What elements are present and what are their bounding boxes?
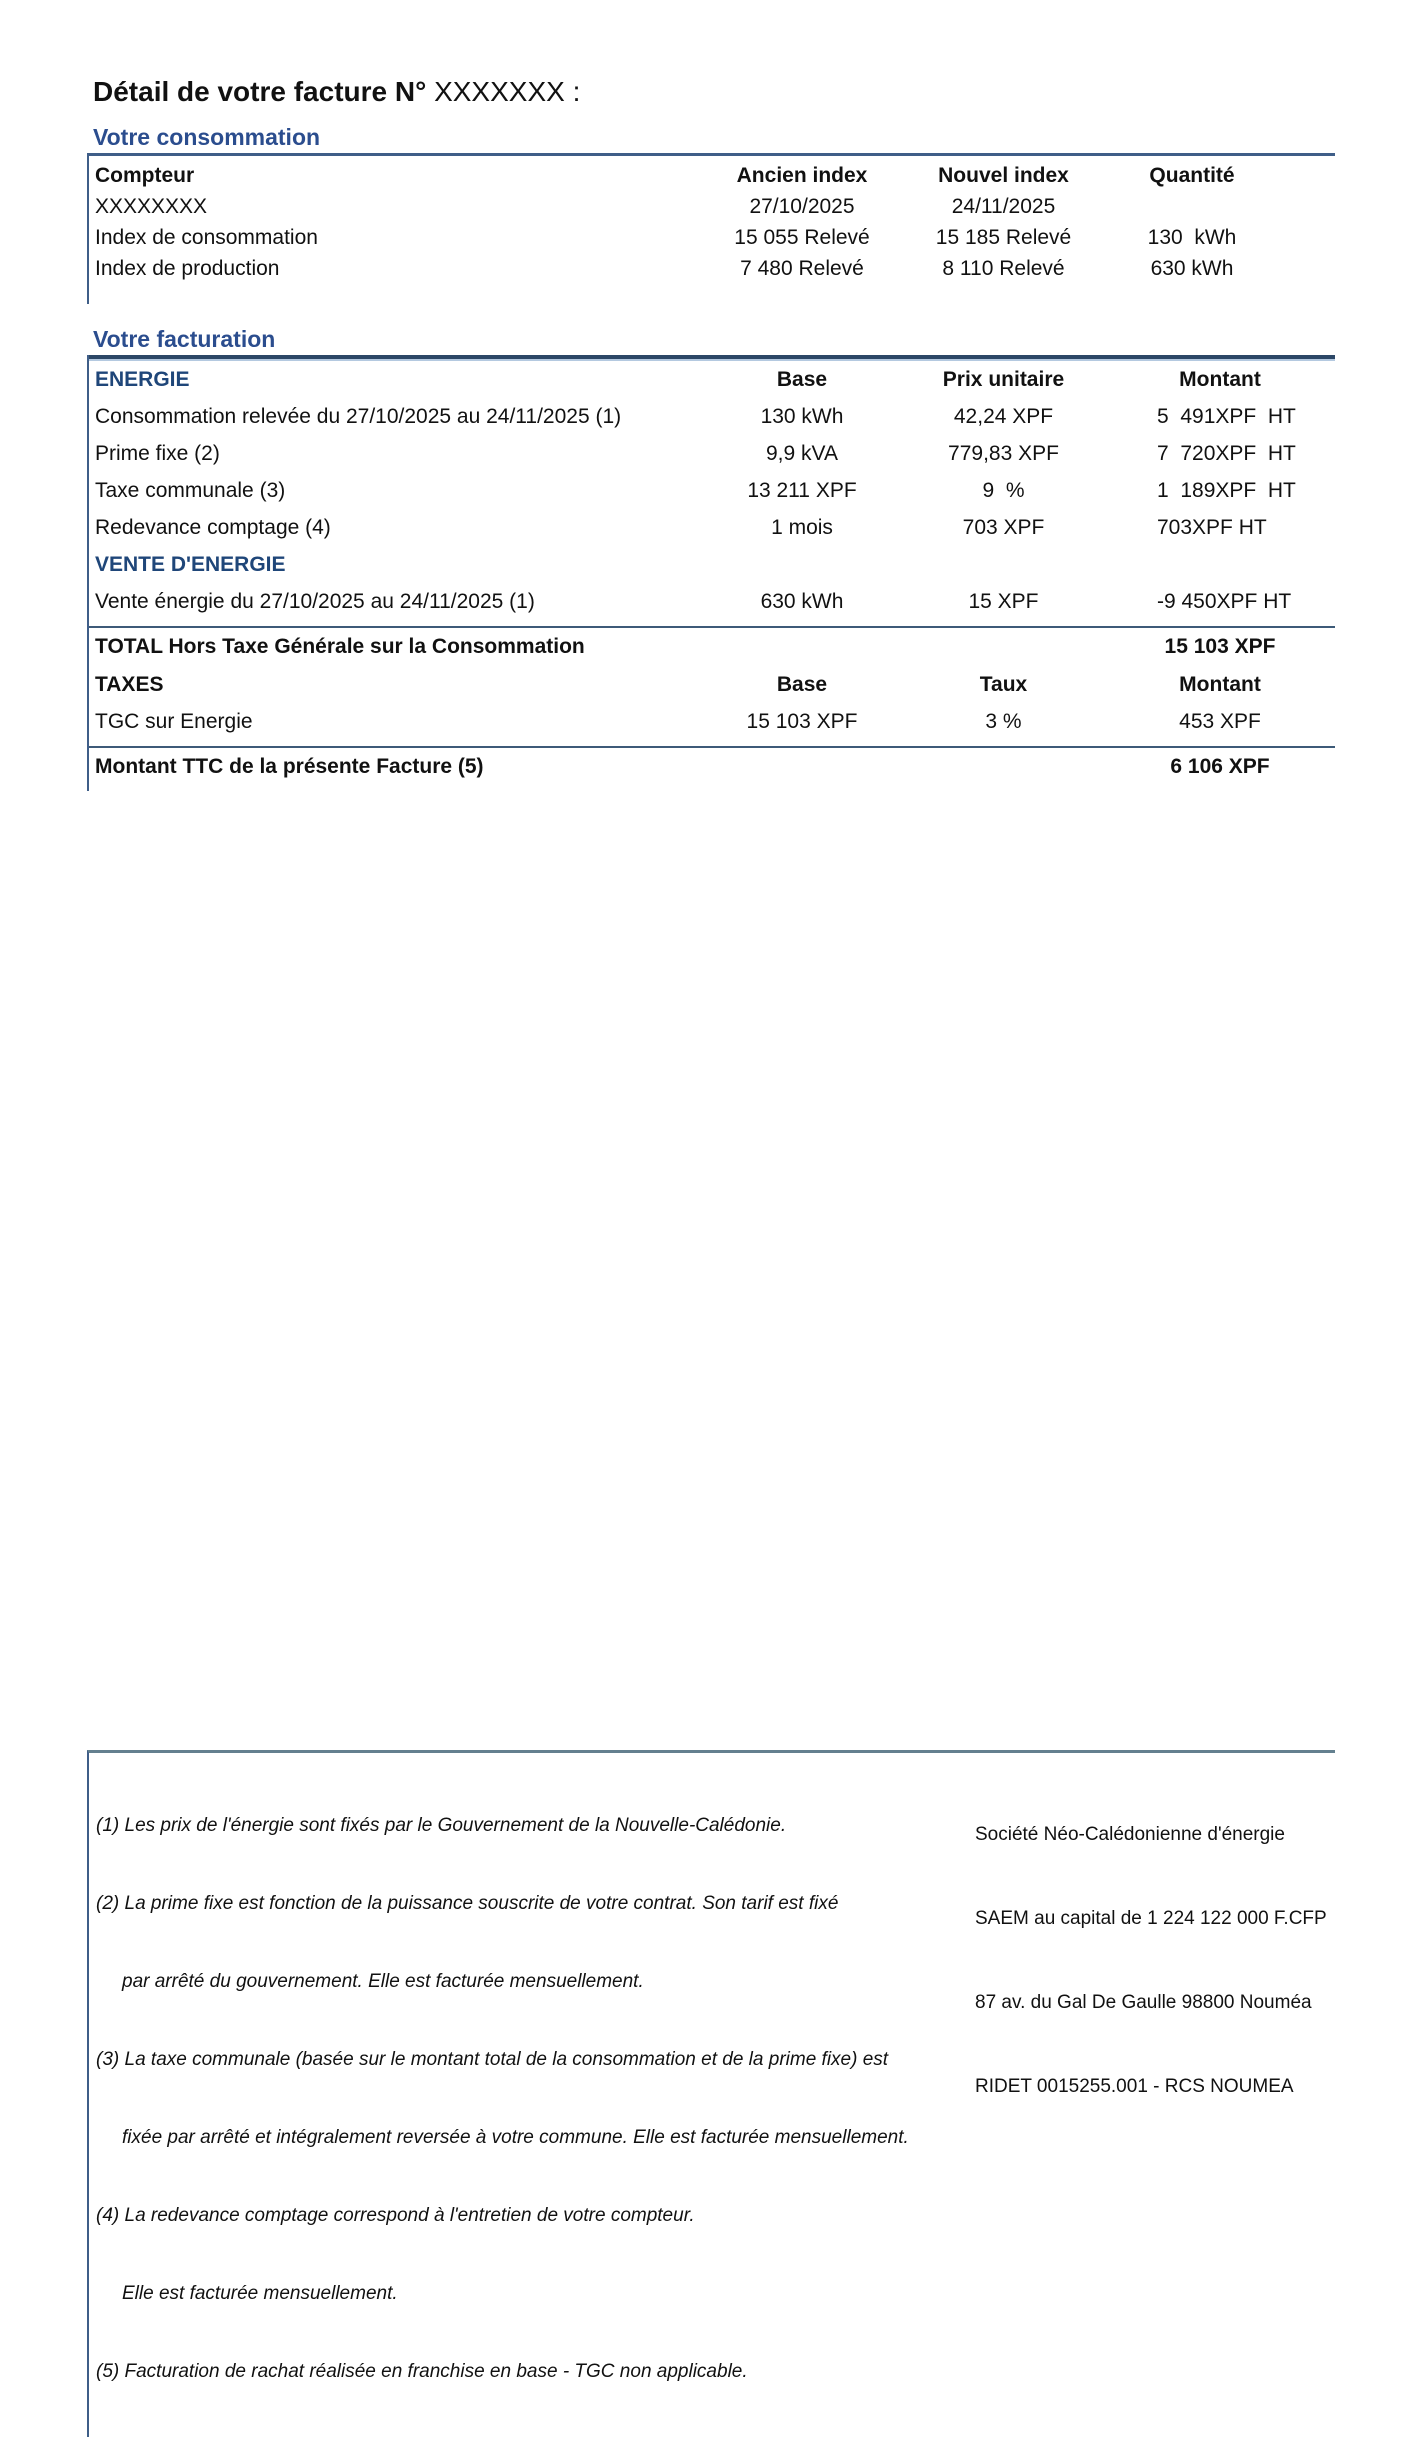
quantity-value: 630 kWh (1150, 256, 1234, 280)
unit-price-value: 703 XPF (962, 515, 1045, 539)
base-value: 13 211 XPF (747, 478, 857, 502)
meter-number: XXXXXXXX (95, 194, 208, 218)
new-index-value: 8 110 Relevé (942, 256, 1065, 280)
table-row (89, 253, 1335, 284)
company-name: Société Néo-Calédonienne d'énergie (975, 1824, 1285, 1845)
footnote-line: (1) Les prix de l'énergie sont fixés par le Gouvernement de la Nouvelle-Calédonie. (96, 1815, 787, 1836)
new-index-value: 15 185 Relevé (935, 225, 1072, 249)
consumption-section-heading: Votre consommation (93, 124, 321, 150)
footnote-line: (2) La prime fixe est fonction de la puissance souscrite de votre contrat. Son tarif est fixé (96, 1893, 839, 1914)
billing-section-heading: Votre facturation (93, 326, 276, 352)
old-index-date: 27/10/2025 (749, 194, 855, 218)
company-registration: RIDET 0015255.001 - RCS NOUMEA (975, 2076, 1294, 2097)
grand-total-amount: 6 106 XPF (1170, 754, 1270, 778)
row-label: Consommation relevée du 27/10/2025 au 24/11/2025 (1) (95, 404, 622, 428)
footnote-line: par arrêté du gouvernement. Elle est facturée mensuellement. (122, 1971, 644, 1992)
quantity-value: 130 kWh (1147, 225, 1237, 249)
old-index-value: 7 480 Relevé (740, 256, 864, 280)
amount-value: 703XPF HT (1157, 515, 1267, 539)
table-row (89, 222, 1335, 253)
footnotes (89, 1761, 975, 2437)
row-label: Index de consommation (95, 225, 318, 249)
header-meter: Compteur (95, 163, 195, 187)
new-index-date: 24/11/2025 (951, 194, 1056, 218)
unit-price-value: 9 % (982, 478, 1025, 502)
table-row (89, 435, 1335, 472)
sale-header-row (89, 546, 1335, 583)
billing-table (87, 355, 1335, 791)
energy-section-label: ENERGIE (95, 367, 190, 391)
header-amount: Montant (1179, 367, 1261, 391)
amount-value: 5 491XPF HT (1157, 404, 1296, 428)
company-info (975, 1761, 1335, 2437)
row-label: Index de production (95, 256, 280, 280)
footnote-line: Elle est facturée mensuellement. (122, 2283, 398, 2304)
company-capital: SAEM au capital de 1 224 122 000 F.CFP (975, 1908, 1327, 1929)
header-unit-price: Prix unitaire (942, 367, 1065, 391)
unit-price-value: 42,24 XPF (953, 404, 1054, 428)
header-base: Base (776, 672, 828, 696)
consumption-table (87, 153, 1335, 304)
table-row (89, 398, 1335, 435)
table-row (89, 509, 1335, 546)
row-label: Vente énergie du 27/10/2025 au 24/11/2025 (1) (95, 589, 535, 613)
unit-price-value: 15 XPF (968, 589, 1039, 613)
old-index-value: 15 055 Relevé (734, 225, 870, 249)
header-quantity: Quantité (1149, 163, 1235, 187)
amount-value: -9 450XPF HT (1157, 589, 1292, 613)
grand-total-label: Montant TTC de la présente Facture (5) (95, 754, 484, 778)
base-value: 130 kWh (760, 404, 844, 428)
page-title-bold: Détail de votre facture N° (93, 76, 427, 107)
grand-total-row (89, 748, 1335, 785)
table-row (89, 703, 1335, 740)
base-value: 1 mois (771, 515, 833, 539)
total-row (89, 628, 1335, 666)
page-title-number: XXXXXXX : (426, 76, 581, 107)
footnote-line: (4) La redevance comptage correspond à l'entretien de votre compteur. (96, 2205, 695, 2226)
total-label: TOTAL Hors Taxe Générale sur la Consommation (95, 635, 585, 658)
header-rate: Taux (979, 672, 1028, 696)
header-new-index: Nouvel index (938, 163, 1069, 187)
row-label: Taxe communale (3) (95, 478, 286, 502)
footnote-line: fixée par arrêté et intégralement reversée à votre commune. Elle est facturée mensuellement. (122, 2127, 909, 2148)
taxes-header-row (89, 666, 1335, 703)
rate-value: 3 % (985, 709, 1022, 733)
amount-value: 1 189XPF HT (1157, 478, 1296, 502)
table-row (89, 191, 1335, 222)
row-label: TGC sur Energie (95, 709, 253, 733)
sale-section-label: VENTE D'ENERGIE (95, 552, 286, 576)
header-base: Base (776, 367, 828, 391)
footnote-line: (5) Facturation de rachat réalisée en franchise en base - TGC non applicable. (96, 2361, 748, 2382)
page-title (93, 76, 580, 108)
amount-value: 453 XPF (1179, 709, 1261, 733)
footer-block (87, 1750, 1335, 2437)
footnote-line: (3) La taxe communale (basée sur le montant total de la consommation et de la prime fixe) est (96, 2049, 889, 2070)
table-row (89, 472, 1335, 509)
consumption-header-row (89, 156, 1335, 191)
base-value: 15 103 XPF (746, 709, 858, 733)
table-row (89, 583, 1335, 620)
row-label: Prime fixe (2) (95, 441, 220, 465)
header-old-index: Ancien index (736, 163, 868, 187)
taxes-section-label: TAXES (95, 672, 164, 696)
amount-value: 7 720XPF HT (1157, 441, 1296, 465)
header-amount: Montant (1179, 672, 1261, 696)
unit-price-value: 779,83 XPF (948, 441, 1059, 465)
company-address: 87 av. du Gal De Gaulle 98800 Nouméa (975, 1992, 1312, 2013)
energy-header-row (89, 361, 1335, 398)
base-value: 9,9 kVA (766, 441, 838, 465)
total-amount: 15 103 XPF (1164, 635, 1276, 658)
base-value: 630 kWh (760, 589, 844, 613)
row-label: Redevance comptage (4) (95, 515, 331, 539)
